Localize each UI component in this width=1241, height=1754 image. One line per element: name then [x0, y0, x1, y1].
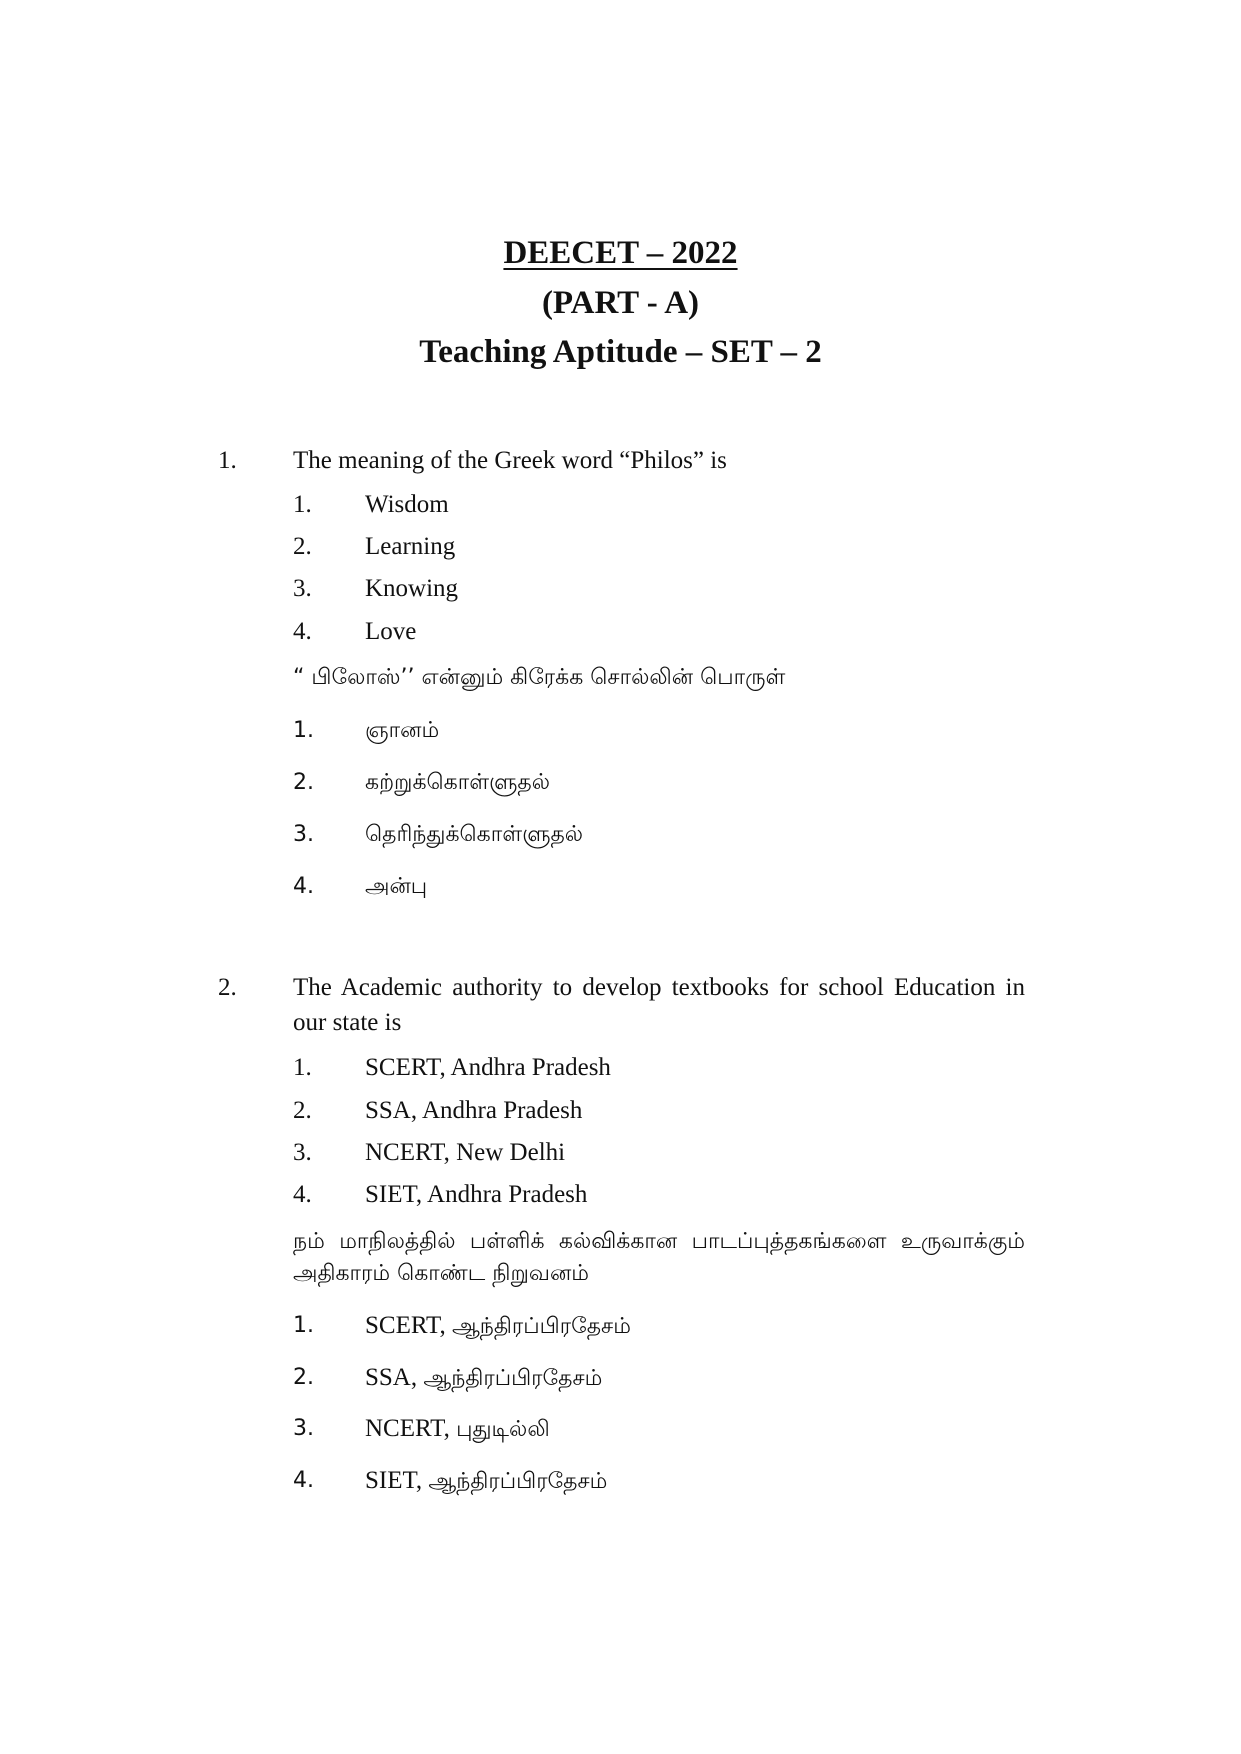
option — [0, 529, 1241, 564]
option-number: 4. — [293, 618, 312, 645]
option-text: SCERT, Andhra Pradesh — [365, 1054, 611, 1081]
option-tamil-word: ஆந்திரப்பிரதேசம் — [423, 1366, 603, 1391]
option — [0, 571, 1241, 606]
option-text: கற்றுக்கொள்ளுதல் — [365, 770, 551, 795]
option-number: 3. — [293, 1416, 314, 1441]
option-tamil — [0, 1308, 1241, 1343]
question-text: The meaning of the Greek word “Philos” is — [293, 447, 727, 474]
option-tamil — [0, 1463, 1241, 1498]
option-text: Love — [365, 618, 417, 645]
option-tamil — [0, 1360, 1241, 1395]
document-part: (PART - A) — [541, 285, 700, 321]
option-tamil-word: புதுடில்லி — [456, 1417, 550, 1442]
question-number: 2. — [218, 974, 237, 1001]
option — [0, 1093, 1241, 1128]
option-text — [365, 1411, 550, 1447]
option-text: அன்பு — [365, 874, 428, 899]
option-number: 4. — [293, 874, 314, 899]
option-text — [365, 1308, 631, 1344]
option-text — [365, 1360, 602, 1396]
option-number: 3. — [293, 1139, 312, 1166]
option-tamil — [0, 869, 1241, 904]
option — [0, 1135, 1241, 1170]
option-number: 2. — [293, 1097, 312, 1124]
option — [0, 1177, 1241, 1212]
option-number: 1. — [293, 491, 312, 518]
option-number: 1. — [293, 718, 314, 743]
option-text — [365, 1463, 607, 1499]
option-tamil — [0, 713, 1241, 748]
option-number: 2. — [293, 770, 314, 795]
option-text: SSA, Andhra Pradesh — [365, 1097, 583, 1124]
option-number: 3. — [293, 575, 312, 602]
option-tamil — [0, 765, 1241, 800]
option-tamil-word: ஆந்திரப்பிரதேசம் — [428, 1469, 608, 1494]
option-text: ஞானம் — [365, 718, 440, 743]
document-title: DEECET – 2022 — [503, 235, 738, 271]
option-text: SIET, Andhra Pradesh — [365, 1181, 588, 1208]
option-tamil — [0, 1411, 1241, 1446]
option-prefix: SSA, — [365, 1364, 418, 1391]
option-text: தெரிந்துக்கொள்ளுதல் — [365, 822, 584, 847]
question-number: 1. — [218, 447, 237, 474]
option-number: 4. — [293, 1181, 312, 1208]
option-prefix: SIET, — [365, 1467, 423, 1494]
option — [0, 614, 1241, 649]
option — [0, 487, 1241, 522]
option-number: 2. — [293, 533, 312, 560]
option-number: 1. — [293, 1313, 314, 1338]
option-number: 3. — [293, 822, 314, 847]
document-subtitle: Teaching Aptitude – SET – 2 — [419, 334, 822, 370]
option-prefix: NCERT, — [365, 1415, 450, 1442]
question-text-tamil: நம் மாநிலத்தில் பள்ளிக் கல்விக்கான பாடப்புத்தகங்களை உருவாக்கும் அதிகாரம் கொண்ட நிறுவனம் — [293, 1229, 1025, 1286]
option-number: 4. — [293, 1468, 314, 1493]
option-tamil — [0, 817, 1241, 852]
option-prefix: SCERT, — [365, 1312, 446, 1339]
option-number: 2. — [293, 1365, 314, 1390]
option-text: Knowing — [365, 575, 459, 602]
option-number: 1. — [293, 1054, 312, 1081]
option-tamil-word: ஆந்திரப்பிரதேசம் — [451, 1314, 631, 1339]
option — [0, 1050, 1241, 1085]
option-text: Wisdom — [365, 491, 449, 518]
question-text: The Academic authority to develop textbooks for school Education in our state is — [293, 974, 1025, 1036]
option-text: NCERT, New Delhi — [365, 1139, 566, 1166]
option-text: Learning — [365, 533, 456, 560]
question-text-tamil: “ பிலோஸ்’’ என்னும் கிரேக்க சொல்லின் பொருள் — [293, 665, 786, 690]
